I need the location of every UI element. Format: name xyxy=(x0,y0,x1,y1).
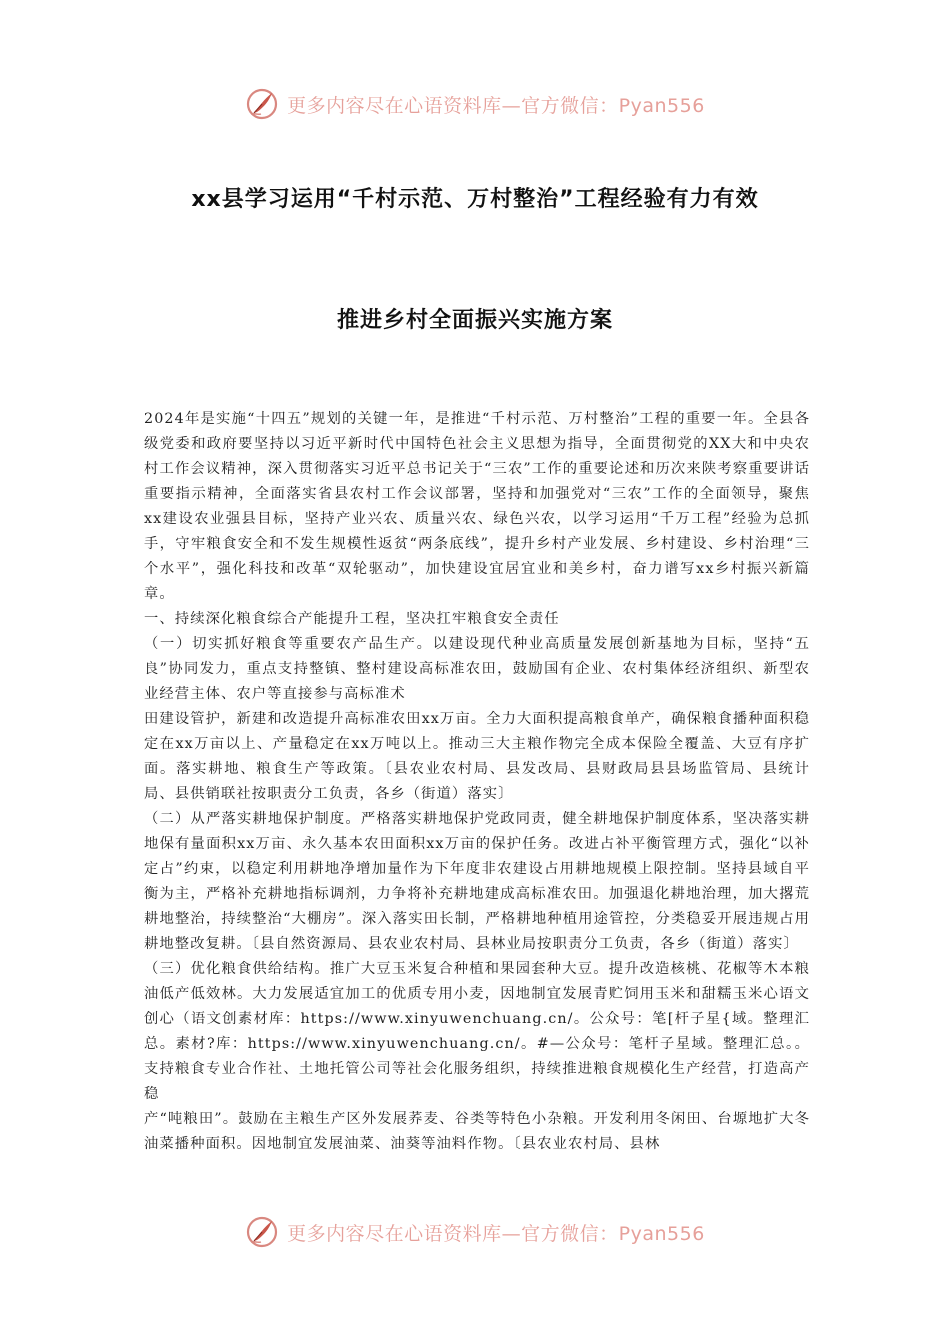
paragraph-item-2: （二）从严落实耕地保护制度。严格落实耕地保护党政同责，健全耕地保护制度体系，坚决落实耕地保有量面积xx万亩、永久基本农田面积xx万亩的保护任务。改进占补平衡管理方式，强化“以补定占”约束，以稳定利用耕地净增加量作为下年度非农建设占用耕地规模上限控制。坚持县域自平衡为主，严格补充耕地指标调剂，力争将补充耕地建成高标准农田。加强退化耕地治理，加大撂荒耕地整治，持续整治“大棚房”。深入落实田长制，严格耕地种植用途管控，分类稳妥开展违规占用耕地整改复耕。〔县自然资源局、县农业农村局、县林业局按职责分工负责，各乡（街道）落实〕 xyxy=(144,811,810,952)
watermark-text: 更多内容尽在心语资料库—官方微信： xyxy=(287,1222,619,1245)
watermark-footer xyxy=(0,1212,950,1252)
document-title-line2: 推进乡村全面振兴实施方案 xyxy=(336,308,613,333)
paragraph-intro: 2024年是实施“十四五”规划的关键一年，是推进“千村示范、万村整治”工程的重要一年。全县各级党委和政府要坚持以习近平新时代中国特色社会主义思想为指导，全面贯彻党的XX大和中央农村工作会议精神，深入贯彻落实习近平总书记关于“三农”工作的重要论述和历次来陕考察重要讲话重要指示精神，全面落实省县农村工作会议部署，坚持和加强党对“三农”工作的全面领导，聚焦xx建设农业强县目标，坚持产业兴农、质量兴农、绿色兴农，以学习运用“千万工程”经验为总抓手，守牢粮食安全和不发生规模性返贫“两条底线”，提升乡村产业发展、乡村建设、乡村治理“三个水平”，强化科技和改革“双轮驱动”，加快建设宜居宜业和美乡村，奋力谱写xx乡村振兴新篇章。 xyxy=(144,411,810,602)
paragraph-item-3: （三）优化粮食供给结构。推广大豆玉米复合种植和果园套种大豆。提升改造核桃、花椒等木本粮油低产低效林。大力发展适宜加工的优质专用小麦，因地制宜发展青贮饲用玉米和甜糯玉米心语文创心（语文创素材库：https://www.xinyuwenchuang.cn/。公众号：笔[杆子星{域。整理汇总。素材?库：https://www.xinyuwenchuang.cn/。#—公众号：笔杆子星域。整理汇总。。支持粮食专业合作社、土地托管公司等社会化服务组织，持续推进粮食规模化生产经营，打造高产稳 xyxy=(144,961,810,1102)
quill-pen-logo-icon xyxy=(245,1215,279,1249)
watermark-header xyxy=(0,84,950,124)
document-title-line1: xx县学习运用“千村示范、万村整治”工程经验有力有效 xyxy=(191,187,759,212)
document-body xyxy=(144,407,810,1157)
paragraph-item-1: （一）切实抓好粮食等重要农产品生产。以建设现代种业高质量发展创新基地为目标，坚持“五良”协同发力，重点支持整镇、整村建设高标准农田，鼓励国有企业、农村集体经济组织、新型农业经营主体、农户等直接参与高标准术 xyxy=(144,636,810,702)
paragraph-item-1-continued: 田建设管护，新建和改造提升高标准农田xx万亩。全力大面积提高粮食单产，确保粮食播种面积稳定在xx万亩以上、产量稳定在xx万吨以上。推动三大主粮作物完全成本保险全覆盖、大豆有序扩面。落实耕地、粮食生产等政策。〔县农业农村局、县发改局、县财政局县县场监管局、县统计局、县供销联社按职责分工负责，各乡（街道）落实〕 xyxy=(144,711,810,802)
paragraph-item-3-continued: 产“吨粮田”。鼓励在主粮生产区外发展荞麦、谷类等特色小杂粮。开发利用冬闲田、台塬地扩大冬油菜播种面积。因地制宜发展油菜、油葵等油料作物。〔县农业农村局、县林 xyxy=(144,1111,810,1152)
watermark-wechat-id: Pyan556 xyxy=(618,1222,705,1245)
watermark-wechat-id: Pyan556 xyxy=(618,94,705,117)
quill-pen-logo-icon xyxy=(245,87,279,121)
watermark-text: 更多内容尽在心语资料库—官方微信： xyxy=(287,94,619,117)
section-heading-1: 一、持续深化粮食综合产能提升工程，坚决扛牢粮食安全责任 xyxy=(144,611,560,627)
